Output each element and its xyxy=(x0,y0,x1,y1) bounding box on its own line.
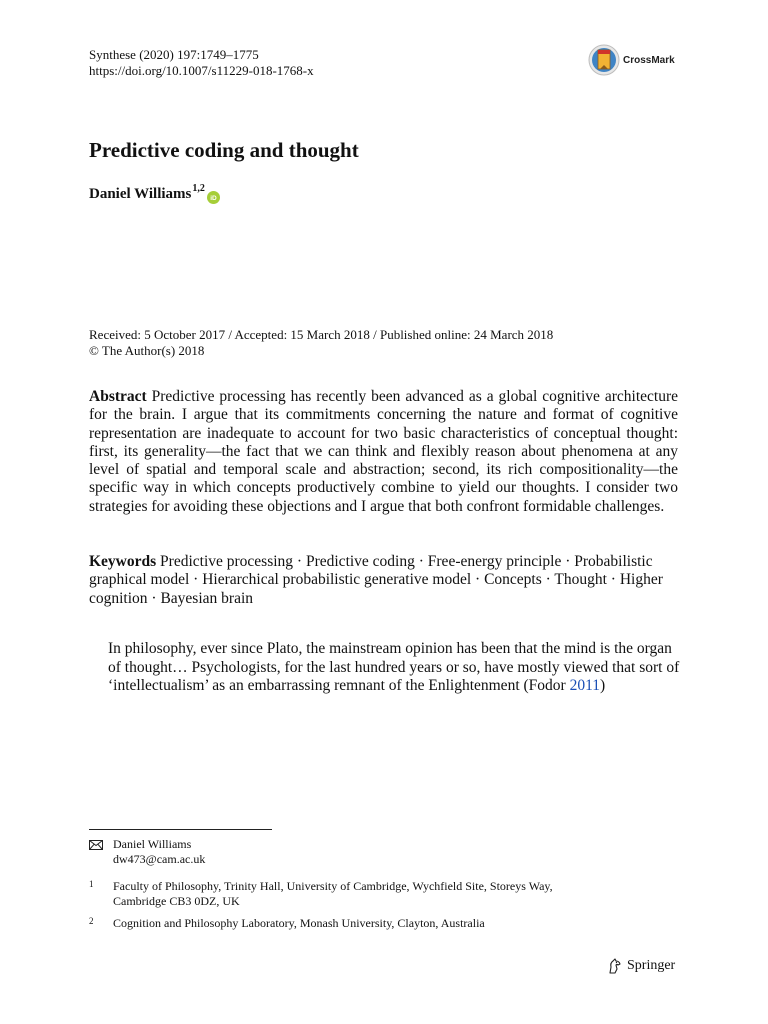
contact-name: Daniel Williams xyxy=(113,837,192,851)
keywords xyxy=(89,553,678,608)
received-accepted-published: Received: 5 October 2017 / Accepted: 15 March 2018 / Published online: 24 March 2018 xyxy=(89,327,554,342)
envelope-icon xyxy=(89,840,103,850)
springer-label: Springer xyxy=(627,958,676,973)
epigraph-close: ) xyxy=(600,677,606,694)
abstract-label: Abstract xyxy=(89,388,147,405)
author-affiliation-marks: 1,2 xyxy=(192,183,205,194)
svg-text:iD: iD xyxy=(210,195,217,202)
citation-link-fodor-2011[interactable]: 2011 xyxy=(569,677,601,694)
author-line xyxy=(89,183,220,204)
springer-logo xyxy=(606,957,675,975)
epigraph-quote xyxy=(108,640,680,696)
doi-link[interactable]: https://doi.org/10.1007/s11229-018-1768-x xyxy=(89,63,314,78)
affiliation-text: Faculty of Philosophy, Trinity Hall, University of Cambridge, Wychfield Site, Storeys Way, xyxy=(113,879,553,893)
footnote-divider xyxy=(89,829,272,830)
author-name: Daniel Williams xyxy=(89,186,192,202)
journal-info xyxy=(89,47,314,79)
crossmark-icon xyxy=(588,44,620,76)
orcid-icon[interactable] xyxy=(207,191,220,204)
affiliation-number: 1 xyxy=(89,879,94,889)
paper-title: Predictive coding and thought xyxy=(89,138,359,162)
affiliation-1 xyxy=(89,879,553,909)
affiliation-text: Cognition and Philosophy Laboratory, Monash University, Clayton, Australia xyxy=(113,916,485,930)
abstract xyxy=(89,388,678,516)
keywords-label: Keywords xyxy=(89,553,157,570)
abstract-text: Predictive processing has recently been advanced as a global cognitive architecture for the brain. I argue that its commitments concerning the nature and format of cognitive representation are inadequate to account for two basic characteristics of conceptual thought: first, its generality—the fact that we can think and flexibly reason about phenomena at any level of spatial and temporal scale and abstraction; second, its rich compositionality—the specific way in which concepts productively combine to yield our thoughts. I consider two strategies for avoiding these objections and I argue that both confront formidable challenges. xyxy=(89,388,678,515)
contact-email[interactable]: dw473@cam.ac.uk xyxy=(113,852,206,866)
crossmark-label: CrossMark xyxy=(623,54,675,66)
epigraph-text: In philosophy, ever since Plato, the mainstream opinion has been that the mind is the organ of thought… Psychologists, for the last hundred years or so, have mostly viewed that sort of ‘intellectualism’ as an embarrassing remnant of the Enlightenment (Fodor xyxy=(108,640,680,694)
springer-horse-icon xyxy=(606,957,624,975)
journal-citation: Synthese (2020) 197:1749–1775 xyxy=(89,47,259,62)
copyright-line: © The Author(s) 2018 xyxy=(89,343,205,358)
crossmark-badge[interactable] xyxy=(588,44,675,76)
affiliation-2 xyxy=(89,916,485,931)
keywords-text: Predictive processing · Predictive coding · Free-energy principle · Probabilistic graphical model · Hierarchical probabilistic generative model · Concepts · Thought · Higher cognition · Bayesian brain xyxy=(89,553,663,607)
corresponding-author xyxy=(89,837,205,867)
publication-dates xyxy=(89,327,553,359)
affiliation-text-line-2: Cambridge CB3 0DZ, UK xyxy=(113,894,240,908)
affiliation-number: 2 xyxy=(89,916,94,926)
